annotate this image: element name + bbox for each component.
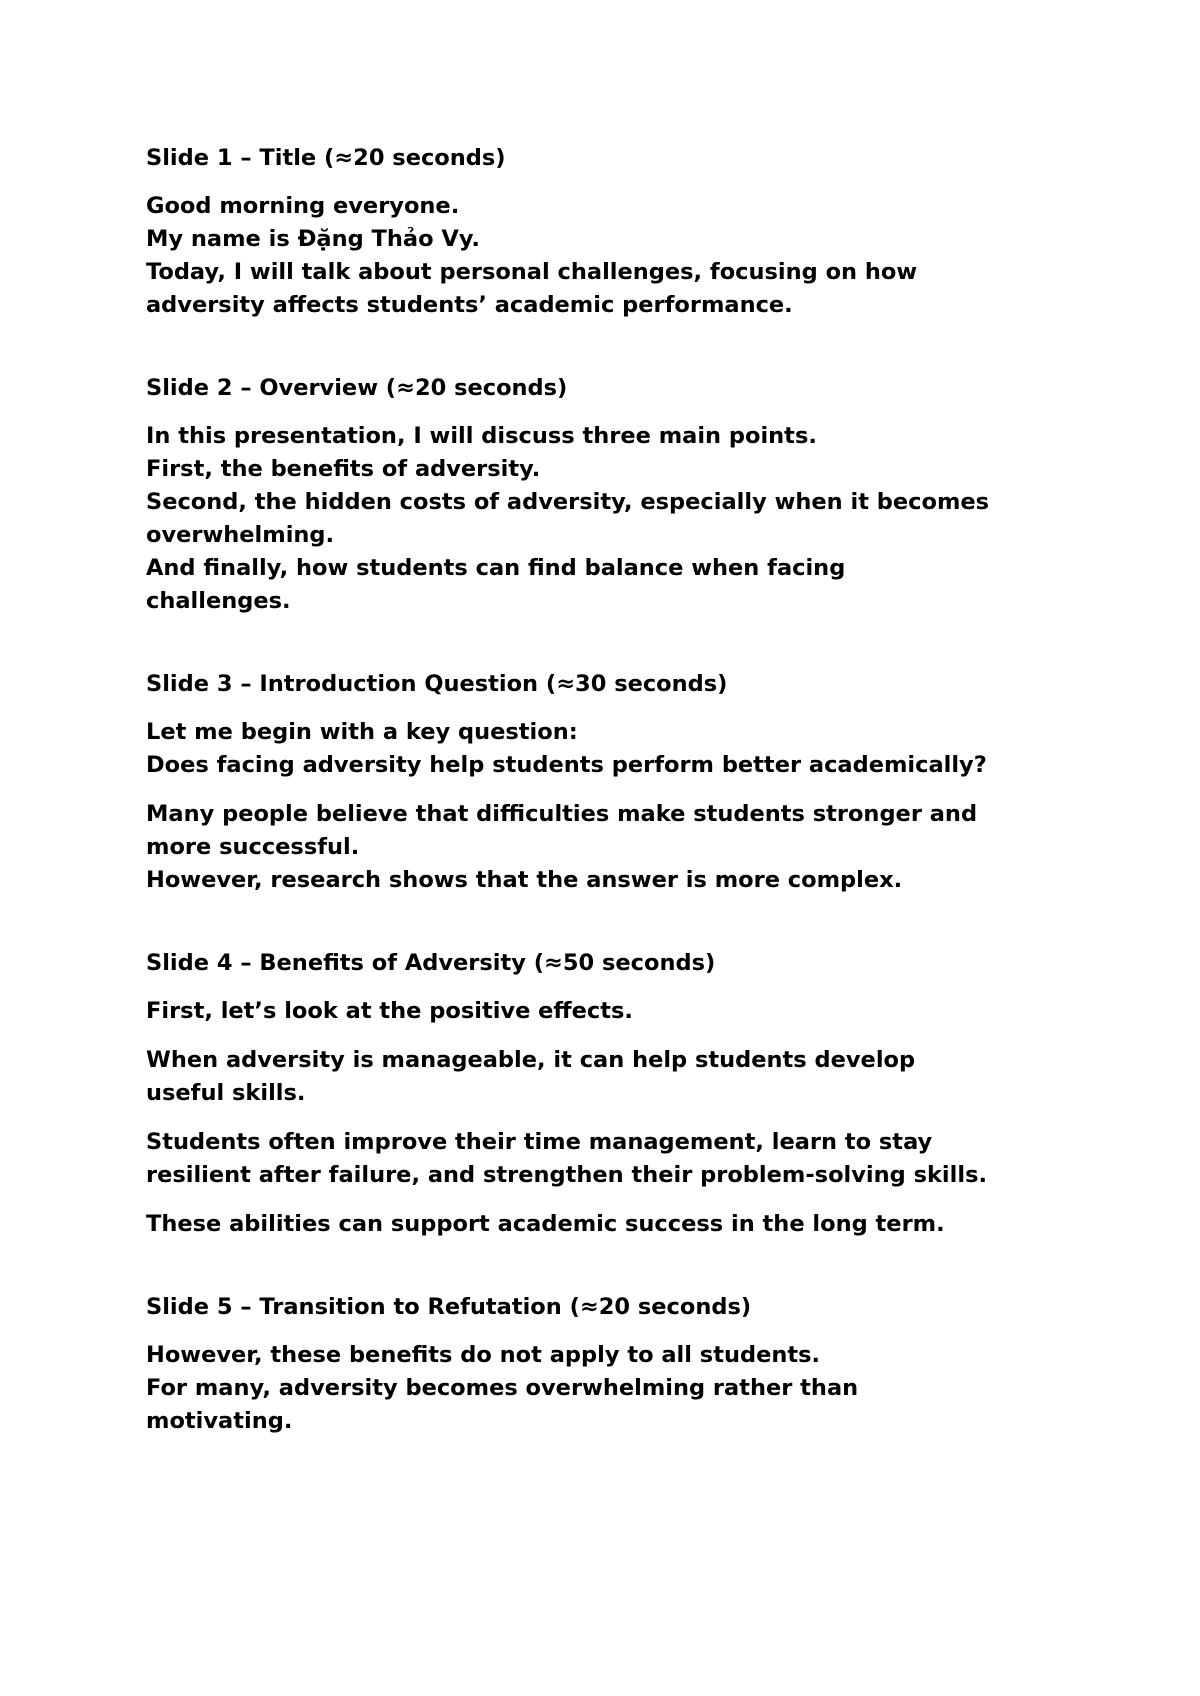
slide-5-section: [146, 1291, 1110, 1438]
slide-4-paragraph-3: Students often improve their time management, learn to stay resilient after failure, and strengthen their problem-solving skills.: [146, 1129, 988, 1188]
slide-2-paragraph: In this presentation, I will discuss three main points. First, the benefits of adversity. Second, the hidden costs of adversity, especially when it becomes overwhelming. And finally, how students can find balance when facing challenges.: [146, 423, 990, 614]
slide-3-paragraph-2: Many people believe that difficulties make students stronger and more successful. However, research shows that the answer is more complex.: [146, 801, 978, 893]
slide-2-heading: Slide 2 – Overview (≈20 seconds): [146, 375, 568, 401]
slide-3-section: [146, 668, 1110, 897]
slide-3-paragraph-1: Let me begin with a key question: Does facing adversity help students perform better academically?: [146, 719, 987, 778]
slide-5-paragraph: However, these benefits do not apply to all students. For many, adversity becomes overwhelming rather than motivating.: [146, 1342, 859, 1434]
slide-3-heading: Slide 3 – Introduction Question (≈30 seconds): [146, 671, 728, 697]
slide-4-paragraph-2: When adversity is manageable, it can help students develop useful skills.: [146, 1047, 916, 1106]
slide-1-heading: Slide 1 – Title (≈20 seconds): [146, 145, 506, 171]
slide-4-paragraph-1: First, let’s look at the positive effects.: [146, 998, 633, 1024]
slide-4-heading: Slide 4 – Benefits of Adversity (≈50 seconds): [146, 950, 716, 976]
slide-4-section: [146, 947, 1110, 1241]
slide-1-paragraph: Good morning everyone. My name is Đặng Thảo Vy. Today, I will talk about personal challenges, focusing on how adversity affects students’ academic performance.: [146, 193, 918, 318]
slide-1-section: [146, 142, 1110, 322]
slide-4-paragraph-4: These abilities can support academic success in the long term.: [146, 1211, 945, 1237]
slide-5-heading: Slide 5 – Transition to Refutation (≈20 seconds): [146, 1294, 752, 1320]
slide-2-section: [146, 372, 1110, 618]
